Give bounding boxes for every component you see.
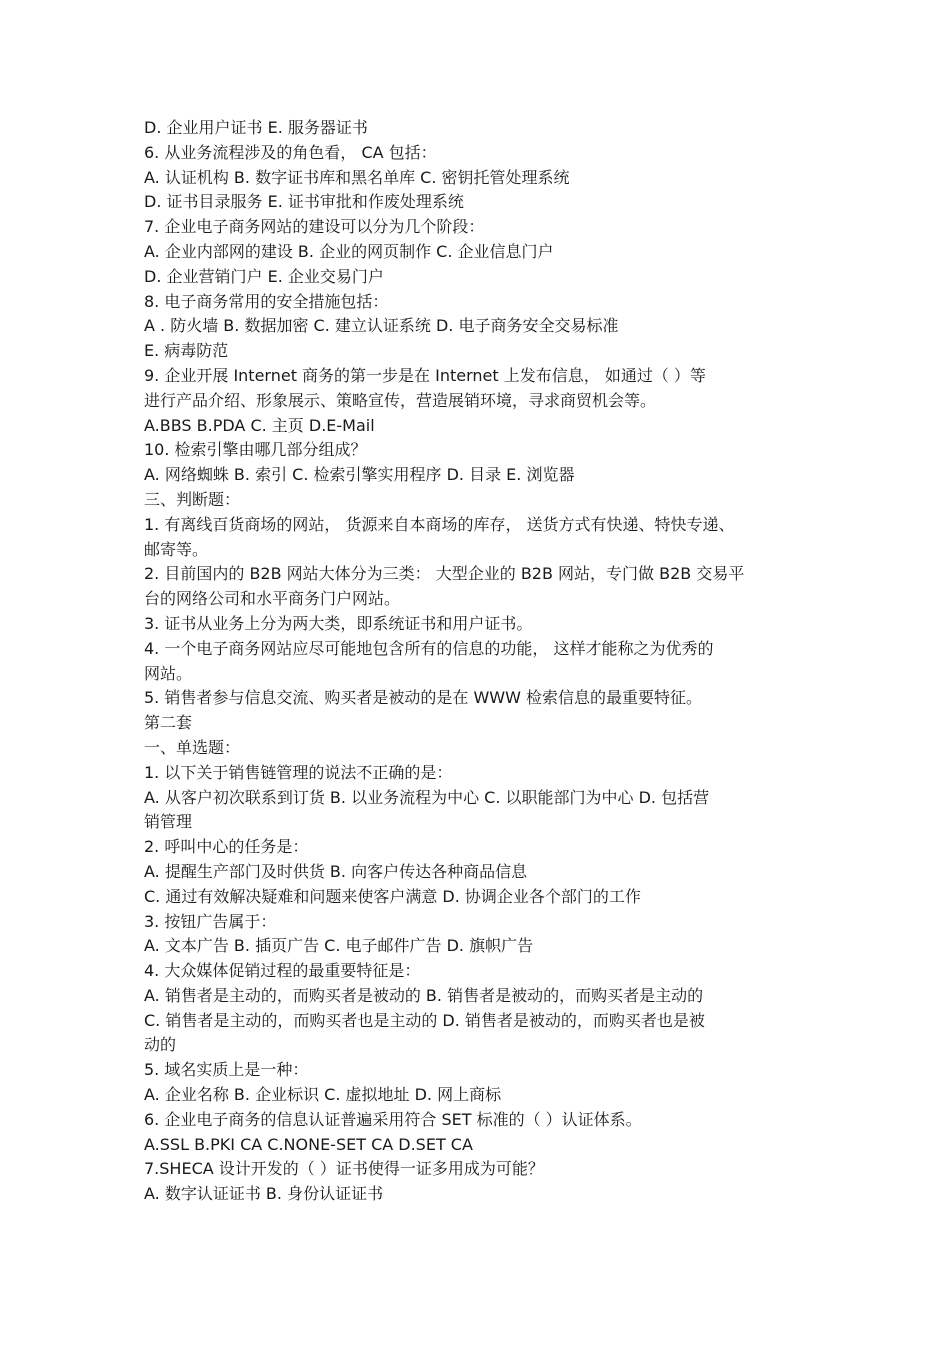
text-line: 动的: [144, 1035, 177, 1055]
text-line: 7. 企业电子商务网站的建设可以分为几个阶段：: [144, 217, 485, 237]
text-line: D. 证书目录服务 E. 证书审批和作废处理系统: [144, 192, 464, 212]
text-line: 1. 有离线百货商场的网站， 货源来自本商场的库存， 送货方式有快递、特快专递、: [144, 514, 735, 534]
text-line: 1. 以下关于销售链管理的说法不正确的是：: [144, 762, 453, 782]
text-line: 8. 电子商务常用的安全措施包括：: [144, 291, 389, 311]
text-line: 6. 从业务流程涉及的角色看， CA 包括：: [144, 142, 437, 162]
text-line: 2. 目前国内的 B2B 网站大体分为三类： 大型企业的 B2B 网站，专门做 B2B 交易平: [144, 564, 745, 584]
text-line: A. 数字认证证书 B. 身份认证证书: [144, 1184, 384, 1204]
text-line: D. 企业用户证书 E. 服务器证书: [144, 118, 368, 137]
text-line: 3. 证书从业务上分为两大类，即系统证书和用户证书。: [144, 613, 533, 633]
text-line: 9. 企业开展 Internet 商务的第一步是在 Internet 上发布信息， 如通过（ ）等: [144, 365, 706, 385]
text-line: 5. 销售者参与信息交流、购买者是被动的是在 WWW 检索信息的最重要特征。: [144, 688, 702, 708]
text-line: A. 企业内部网的建设 B. 企业的网页制作 C. 企业信息门户: [144, 241, 554, 261]
document-body: [144, 116, 809, 1207]
text-line: A. 从客户初次联系到订货 B. 以业务流程为中心 C. 以职能部门为中心 D. 包括营: [144, 787, 710, 807]
text-line: 邮寄等。: [144, 539, 209, 559]
text-line: C. 销售者是主动的，而购买者也是主动的 D. 销售者是被动的，而购买者也是被: [144, 1010, 705, 1030]
text-line: 3. 按钮广告属于：: [144, 911, 277, 931]
text-line: 2. 呼叫中心的任务是：: [144, 837, 309, 857]
text-line: A. 企业名称 B. 企业标识 C. 虚拟地址 D. 网上商标: [144, 1085, 502, 1105]
text-line: A.BBS B.PDA C. 主页 D.E-Mail: [144, 415, 375, 435]
section-heading: 三、判断题：: [144, 489, 241, 509]
text-line: A. 销售者是主动的，而购买者是被动的 B. 销售者是被动的，而购买者是主动的: [144, 985, 704, 1005]
text-line: A.SSL B.PKI CA C.NONE-SET CA D.SET CA: [144, 1134, 473, 1154]
text-line: E. 病毒防范: [144, 341, 229, 361]
section-heading: 第二套: [144, 713, 193, 733]
text-line: 网站。: [144, 663, 193, 683]
section-heading: 一、单选题：: [144, 737, 241, 757]
text-line: A. 网络蜘蛛 B. 索引 C. 检索引擎实用程序 D. 目录 E. 浏览器: [144, 465, 575, 485]
text-line: A. 提醒生产部门及时供货 B. 向客户传达各种商品信息: [144, 861, 528, 881]
text-line: 销管理: [144, 812, 193, 832]
text-line: 进行产品介绍、形象展示、策略宣传，营造展销环境，寻求商贸机会等。: [144, 390, 657, 410]
text-line: D. 企业营销门户 E. 企业交易门户: [144, 266, 384, 286]
text-line: A. 认证机构 B. 数字证书库和黑名单库 C. 密钥托管处理系统: [144, 167, 570, 187]
text-line: A . 防火墙 B. 数据加密 C. 建立认证系统 D. 电子商务安全交易标准: [144, 316, 619, 336]
text-line: 6. 企业电子商务的信息认证普遍采用符合 SET 标准的（ ）认证体系。: [144, 1109, 642, 1129]
text-line: 7.SHECA 设计开发的（ ）证书使得一证多用成为可能？: [144, 1159, 544, 1179]
text-line: 4. 一个电子商务网站应尽可能地包含所有的信息的功能， 这样才能称之为优秀的: [144, 638, 714, 658]
text-line: 10. 检索引擎由哪几部分组成？: [144, 440, 367, 460]
text-line: 4. 大众媒体促销过程的最重要特征是：: [144, 961, 421, 981]
text-line: 5. 域名实质上是一种：: [144, 1060, 309, 1080]
text-line: C. 通过有效解决疑难和问题来使客户满意 D. 协调企业各个部门的工作: [144, 886, 641, 906]
text-line: 台的网络公司和水平商务门户网站。: [144, 589, 401, 609]
text-line: A. 文本广告 B. 插页广告 C. 电子邮件广告 D. 旗帜广告: [144, 936, 534, 956]
